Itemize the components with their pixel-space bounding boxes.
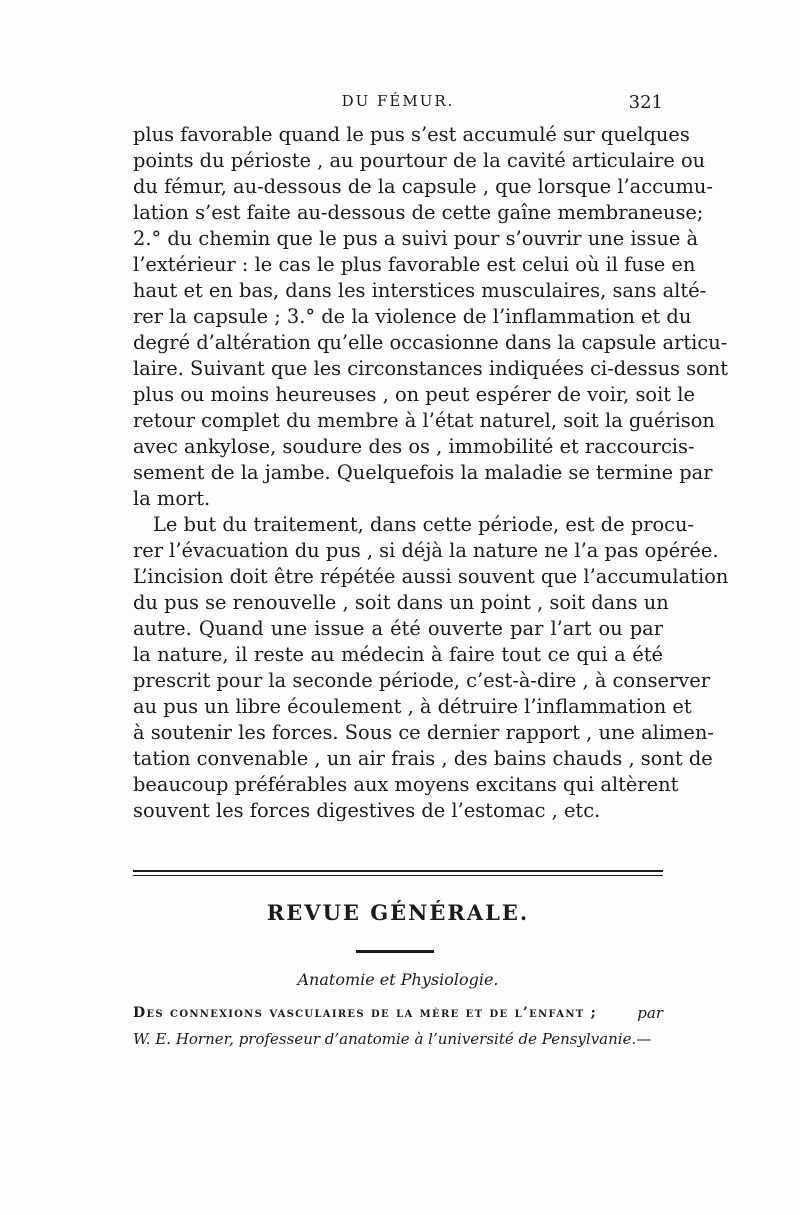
section-title: REVUE GÉNÉRALE. xyxy=(266,900,530,925)
text-line: l’extérieur : le cas le plus favorable est celui où il fuse en xyxy=(133,253,696,276)
subsection-title: Anatomie et Physiologie. xyxy=(297,970,499,989)
text-line: la nature, il reste au médecin à faire tout ce qui a été xyxy=(133,643,663,666)
text-line: beaucoup préférables aux moyens excitans qui altèrent xyxy=(133,773,679,796)
title-underline xyxy=(356,950,434,953)
text-line: lation s’est faite au-dessous de cette gaîne membraneuse; xyxy=(133,201,704,224)
text-line: autre. Quand une issue a été ouverte par l’art ou par xyxy=(133,617,663,640)
text-line: plus ou moins heureuses , on peut espérer de voir, soit le xyxy=(133,383,695,406)
article-heading-line-1 xyxy=(133,1000,663,1026)
article-by: par xyxy=(637,1004,663,1022)
text-line: à soutenir les forces. Sous ce dernier rapport , une alimen- xyxy=(133,721,714,744)
text-line: haut et en bas, dans les interstices musculaires, sans alté- xyxy=(133,279,707,302)
text-line: L’incision doit être répétée aussi souvent que l’accumulation xyxy=(133,565,729,588)
divider-thin-line xyxy=(133,875,663,876)
text-line: degré d’altération qu’elle occasionne dans la capsule articu- xyxy=(133,331,728,354)
article-heading xyxy=(133,1000,663,1052)
section-divider xyxy=(133,870,663,877)
text-line: tation convenable , un air frais , des bains chauds , sont de xyxy=(133,747,713,770)
text-line: au pus un libre écoulement , à détruire l’inflammation et xyxy=(133,695,692,718)
running-title: DU FÉMUR. xyxy=(341,92,455,110)
article-title: Des connexions vasculaires de la mère et de l’enfant ; xyxy=(133,1005,598,1021)
text-line: points du périoste , au pourtour de la cavité articulaire ou xyxy=(133,149,706,172)
text-line: la mort. xyxy=(133,487,211,510)
text-line: 2.° du chemin que le pus a suivi pour s’ouvrir une issue à xyxy=(133,227,699,250)
text-line: laire. Suivant que les circonstances indiquées ci-dessus sont xyxy=(133,357,729,380)
text-line: prescrit pour la seconde période, c’est-à-dire , à conserver xyxy=(133,669,710,692)
text-line: avec ankylose, soudure des os , immobilité et raccourcis- xyxy=(133,435,695,458)
text-line: Le but du traitement, dans cette période, est de procu- xyxy=(153,513,695,536)
text-line: rer l’évacuation du pus , si déjà la nature ne l’a pas opérée. xyxy=(133,539,719,562)
article-author-line: W. E. Horner, professeur d’anatomie à l’université de Pensylvanie.— xyxy=(133,1030,652,1048)
body-text xyxy=(133,122,729,824)
text-line: du pus se renouvelle , soit dans un point , soit dans un xyxy=(133,591,669,614)
text-line: plus favorable quand le pus s’est accumulé sur quelques xyxy=(133,123,690,146)
text-line: retour complet du membre à l’état naturel, soit la guérison xyxy=(133,409,715,432)
paragraph-1 xyxy=(133,122,729,512)
text-line: du fémur, au-dessous de la capsule , que lorsque l’accumu- xyxy=(133,175,713,198)
text-line: souvent les forces digestives de l’estomac , etc. xyxy=(133,799,601,822)
text-line: sement de la jambe. Quelquefois la maladie se termine par xyxy=(133,461,713,484)
page-header xyxy=(133,92,663,116)
divider-thick-line xyxy=(133,870,663,872)
text-line: rer la capsule ; 3.° de la violence de l’inflammation et du xyxy=(133,305,692,328)
paragraph-2 xyxy=(133,512,729,824)
page-number: 321 xyxy=(628,92,663,113)
